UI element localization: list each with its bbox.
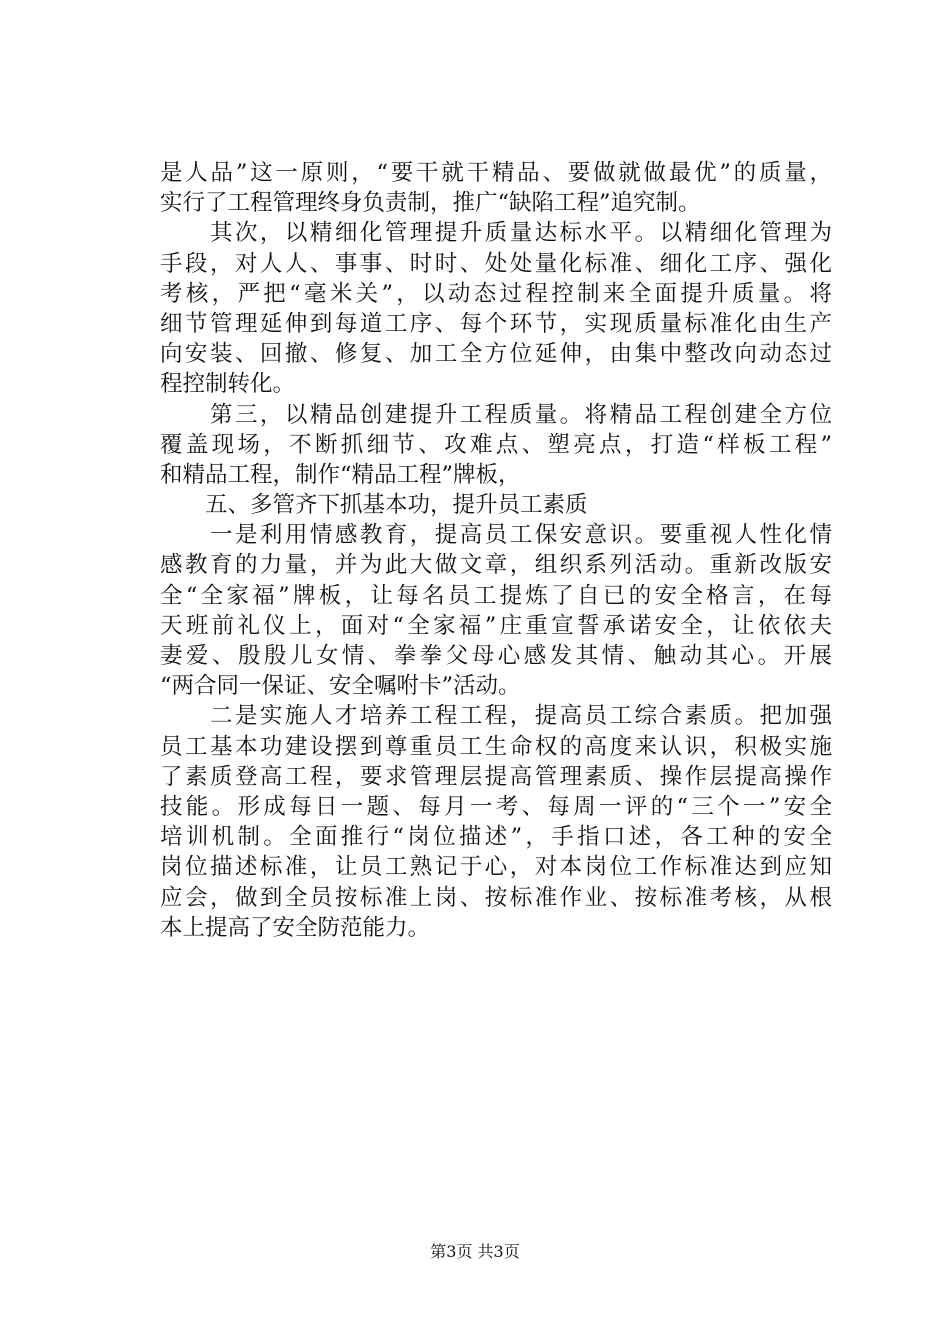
- text-line-6: 细节管理延伸到每道工序、每个环节，实现质量标准化由生产: [160, 310, 832, 337]
- text-line-4: 手段，对人人、事事、时时、处处量化标准、细化工序、强化: [160, 250, 832, 277]
- section-heading: 五、多管齐下抓基本功，提升员工素质: [160, 492, 588, 519]
- text-line-26: 本上提高了安全防范能力。: [160, 914, 431, 941]
- text-line-5: 考核，严把“毫米关”，以动态过程控制来全面提升质量。将: [160, 280, 832, 307]
- text-line-25: 应会，做到全员按标准上岗、按标准作业、按标准考核，从根: [160, 884, 832, 911]
- text-line-8: 程控制转化。: [160, 371, 296, 398]
- text-line-24: 岗位描述标准，让员工熟记于心，对本岗位工作标准达到应知: [160, 854, 832, 881]
- text-line-13: 一是利用情感教育，提高员工保安意识。要重视人性化情: [160, 522, 832, 549]
- text-line-16: 天班前礼仪上，面对“全家福”庄重宣誓承诺安全，让依依夫: [160, 612, 832, 639]
- text-line-23: 培训机制。全面推行“岗位描述”，手指口述，各工种的安全: [160, 824, 832, 851]
- text-line-21: 了素质登高工程，要求管理层提高管理素质、操作层提高操作: [160, 763, 832, 790]
- text-line-7: 向安装、回撤、修复、加工全方位延伸，由集中整改向动态过: [160, 341, 832, 368]
- text-line-1: 是人品”这一原则，“要干就干精品、要做就做最优”的质量，: [160, 160, 832, 186]
- text-line-11: 和精品工程，制作“精品工程”牌板，: [160, 461, 521, 488]
- text-line-9: 第三，以精品创建提升工程质量。将精品工程创建全方位: [160, 401, 832, 428]
- text-line-14: 感教育的力量，并为此大做文章，组织系列活动。重新改版安: [160, 552, 832, 579]
- text-line-10: 覆盖现场，不断抓细节、攻难点、塑亮点，打造“样板工程”: [160, 431, 832, 458]
- document-body: [160, 158, 832, 943]
- text-line-3: 其次，以精细化管理提升质量达标水平。以精细化管理为: [160, 220, 832, 247]
- text-line-19: 二是实施人才培养工程工程，提高员工综合素质。把加强: [160, 703, 832, 730]
- text-line-15: 全“全家福”牌板，让每名员工提炼了自已的安全格言，在每: [160, 582, 832, 609]
- page-number-footer: 第3页 共3页: [430, 1242, 520, 1261]
- text-line-18: “两合同一保证、安全嘱咐卡”活动。: [160, 673, 521, 700]
- text-line-2: 实行了工程管理终身负责制，推广“缺陷工程”追究制。: [160, 190, 701, 217]
- text-line-22: 技能。形成每日一题、每月一考、每周一评的“三个一”安全: [160, 793, 832, 820]
- text-line-17: 妻爱、殷殷儿女情、拳拳父母心感发其情、触动其心。开展: [160, 643, 832, 669]
- text-line-20: 员工基本功建设摆到尊重员工生命权的高度来认识，积极实施: [160, 733, 832, 760]
